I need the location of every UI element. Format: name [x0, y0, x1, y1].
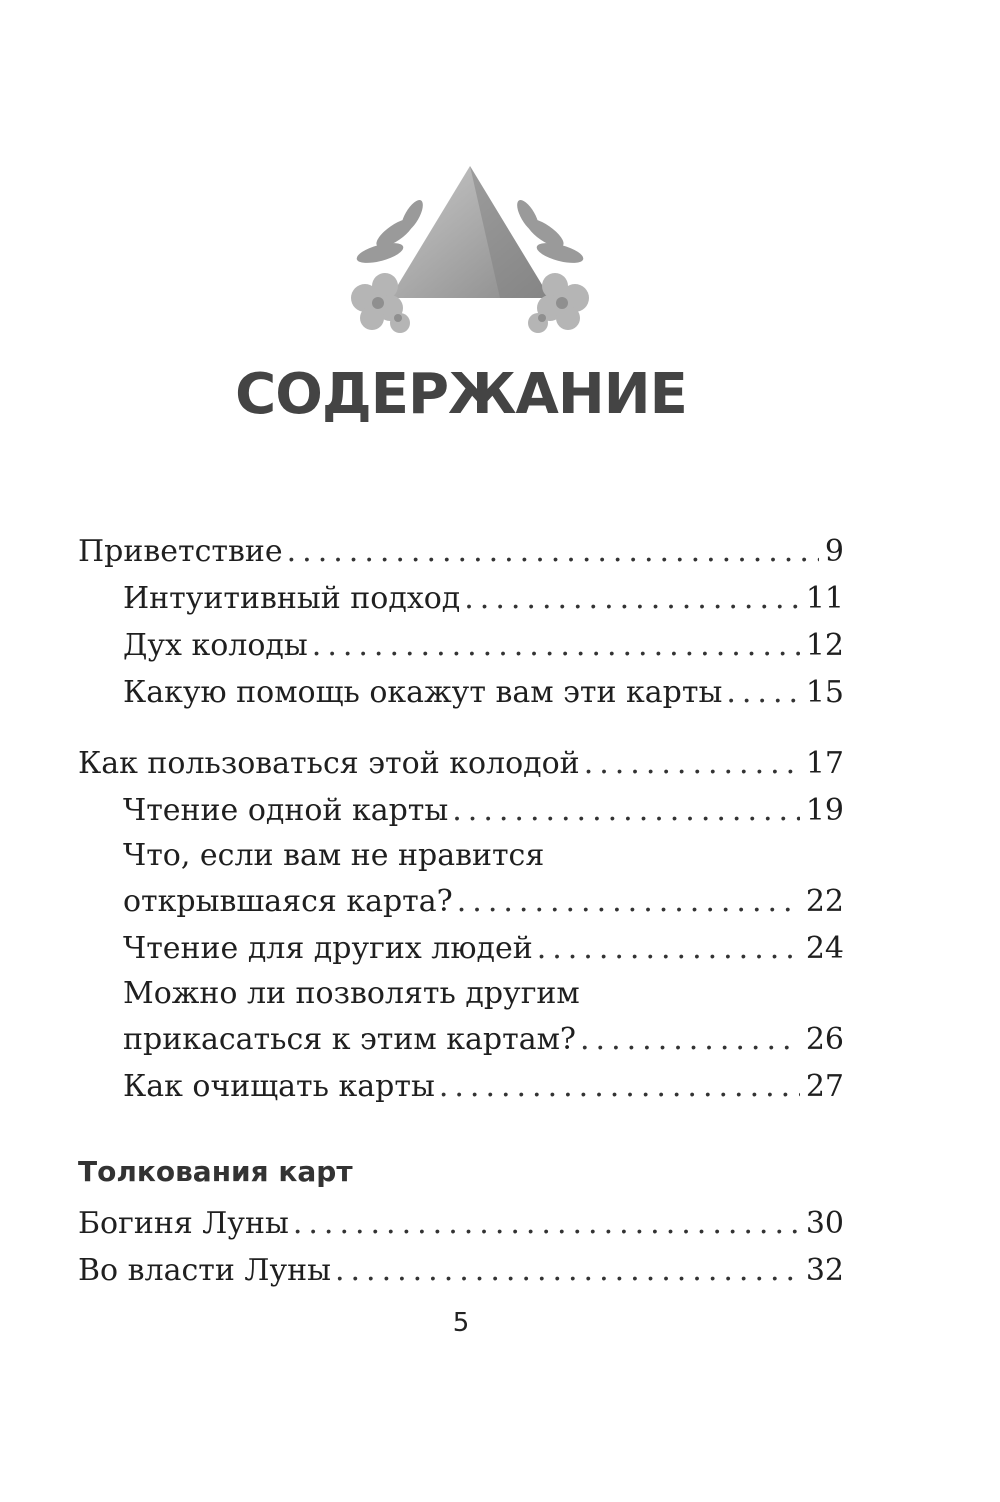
page-title: СОДЕРЖАНИЕ: [235, 362, 687, 427]
toc-subentry: [78, 575, 844, 622]
dot-leader: [287, 528, 819, 575]
toc-entry: [78, 528, 844, 575]
toc-entry-title: Как очищать карты: [123, 1069, 435, 1104]
dot-leader: [439, 1063, 800, 1110]
toc-subentry: [78, 925, 844, 972]
toc-entry-page: 11: [805, 581, 844, 616]
dot-leader: [537, 925, 800, 972]
toc-entry-page: 9: [824, 534, 844, 569]
page-number: 5: [452, 1308, 470, 1338]
table-of-contents: [78, 528, 844, 1294]
dot-leader: [726, 669, 799, 716]
toc-entry-title: Интуитивный подход: [123, 581, 461, 616]
toc-entry-page: 27: [805, 1069, 844, 1104]
dot-leader: [452, 787, 800, 834]
toc-entry: [78, 740, 844, 787]
dot-leader: [293, 1200, 800, 1247]
toc-subentry: [78, 878, 844, 925]
pyramid-ornament-icon: [340, 158, 600, 343]
toc-entry-page: 26: [805, 1022, 844, 1057]
toc-subentry: [78, 669, 844, 716]
toc-entry: [78, 1247, 844, 1294]
toc-entry-title: Как пользоваться этой колодой: [78, 746, 580, 781]
toc-entry-page: 15: [805, 675, 844, 710]
dot-leader: [457, 878, 800, 925]
toc-subentry: [78, 1063, 844, 1110]
dot-leader: [312, 622, 800, 669]
toc-entry-title: Во власти Луны: [78, 1253, 331, 1288]
toc-entry: [78, 1200, 844, 1247]
toc-entry-page: 22: [805, 884, 844, 919]
toc-entry-page: 24: [805, 931, 844, 966]
toc-entry-title: открывшаяся карта?: [123, 884, 453, 919]
dot-leader: [335, 1247, 800, 1294]
toc-entry-title: Дух колоды: [123, 628, 308, 663]
dot-leader: [580, 1016, 800, 1063]
toc-entry-page: 17: [805, 746, 844, 781]
toc-entry-title: Чтение одной карты: [123, 793, 449, 828]
dot-leader: [584, 740, 800, 787]
section-heading: Толкования карт: [78, 1155, 353, 1188]
toc-entry-title: Какую помощь окажут вам эти карты: [123, 675, 723, 710]
toc-subentry: [78, 1016, 844, 1063]
toc-entry-page: 19: [805, 793, 844, 828]
toc-subentry-line: Что, если вам не нравится: [123, 838, 545, 873]
toc-entry-title: Приветствие: [78, 534, 283, 569]
toc-entry-title: прикасаться к этим картам?: [123, 1022, 577, 1057]
toc-subentry-line: Можно ли позволять другим: [123, 976, 580, 1011]
toc-entry-page: 30: [805, 1206, 844, 1241]
toc-entry-page: 32: [805, 1253, 844, 1288]
toc-entry-title: Чтение для других людей: [123, 931, 533, 966]
toc-entry-title: Богиня Луны: [78, 1206, 289, 1241]
toc-subentry: [78, 622, 844, 669]
dot-leader: [464, 575, 800, 622]
toc-entry-page: 12: [805, 628, 844, 663]
toc-subentry: [78, 787, 844, 834]
